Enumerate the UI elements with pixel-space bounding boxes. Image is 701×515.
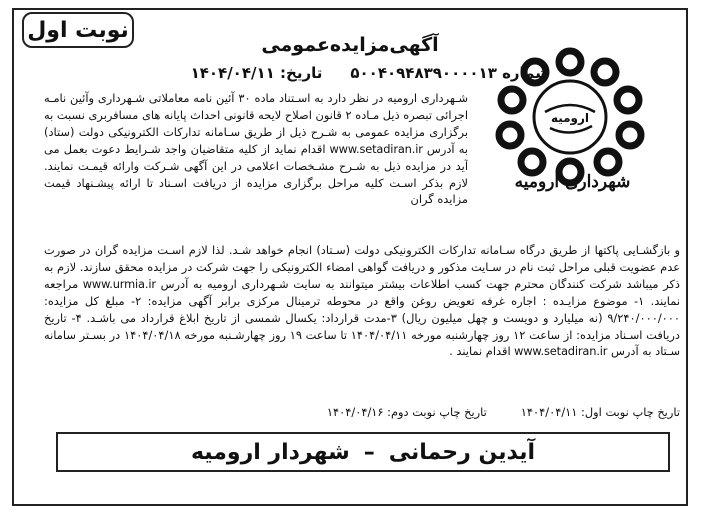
first-print-date: تاریخ چاپ نوبت اول: ۱۴۰۴/۰۴/۱۱ [520,405,680,419]
signature-separator: – [363,439,375,465]
notice-title: آگهی‌مزایده‌عمومی [261,34,439,56]
signatory-title: شهردار ارومیه [190,439,350,465]
signature-box [56,432,670,472]
print-dates [44,405,680,419]
round-badge-text: نوبت اول [27,17,129,43]
body-paragraph-bottom: و بازگشـایی پاکتها از طریق درگاه سـامانه تدارکات الکترونیکی دولت (سـتاد) انجام خواهد شـد. لذا لازم اسـت مزایده گران در صورت عدم عضویت قبلی مراحل ثبت نام در سـایت مذکور و دریافت گواهی امضاء الکترونیکی را جهت شرکت در مزایده محقق سازند. لازم به ذکر میباشد شرکت کنندگان محترم جهت کسب اطلاعات بیشتر میتوانند به سایت شـهرداری ارومیه به آدرس www.urmia.ir مراجعه نمایند. ۱- موضوع مزایـده : اجاره غرفه تعویض روغن واقع در محوطه ترمینال مرکزی برابر آگهی مزایده: ۲- مبلغ کل مزایده: ۹/۲۴۰/۰۰۰/۰۰۰ (نه میلیارد و دویست و چهل میلیون ریال) ۳-مدت قرارداد: یکسال شمسی از تاریخ ابلاغ قرارداد می باشـد. ۴- تاریخ دریافت اسـناد مزایده: از ساعت ۱۲ روز چهارشنبه مورخه ۱۴۰۴/۰۴/۱۱ تا ساعت ۱۹ روز چهارشـنبه مورخه ۱۴۰۴/۰۴/۱۸ در بسـتر سامانه سـتاد به آدرس www.setadiran.ir اقدام نمایند . [44,243,680,359]
notice-date: تاریخ: ۱۴۰۴/۰۴/۱۱ [190,64,323,82]
signature-line [58,434,668,470]
logo-emblem-text: ارومیه [550,111,590,125]
logo-caption: شهرداری ارومیه [514,172,631,192]
round-badge [22,12,134,48]
notice-number: شماره ۵۰۰۴۰۹۴۸۳۹۰۰۰۰۱۳ [350,64,550,82]
body-paragraph-top: شـهرداری ارومیه در نظر دارد به اسـتناد ماده ۳۰ آئین نامه معاملاتی شـهرداری وآئین نامـه اجرائی تبصره ذیل مـاده ۲ قانون اصلاح لایحه قانونی احداث پایانه های مسافربری نسبت به برگزاری مزایده عمومی به شـرح ذیل از طریق سـامانه تدارکات الکترونیکی دولت (ستاد) به آدرس www.setadiran.ir اقدام نماید از کلیه متقاضیان واجد شـرایط دعوت بعمل می آید در مزایده ذیل به شـرح مشـخصات اعلامی در این آگهی شـرکت وارائه قیمـت نمایند. لازم بذکر اسـت کلیه مراحل برگزاری مزایده از دریافت اسـناد تا ارائه پیشـنهاد قیمت مزایده گران [44,91,468,207]
second-print-date: تاریخ چاپ نوبت دوم: ۱۴۰۴/۰۴/۱۶ [326,405,487,419]
signatory-name: آیدین رحمانی [388,439,536,465]
